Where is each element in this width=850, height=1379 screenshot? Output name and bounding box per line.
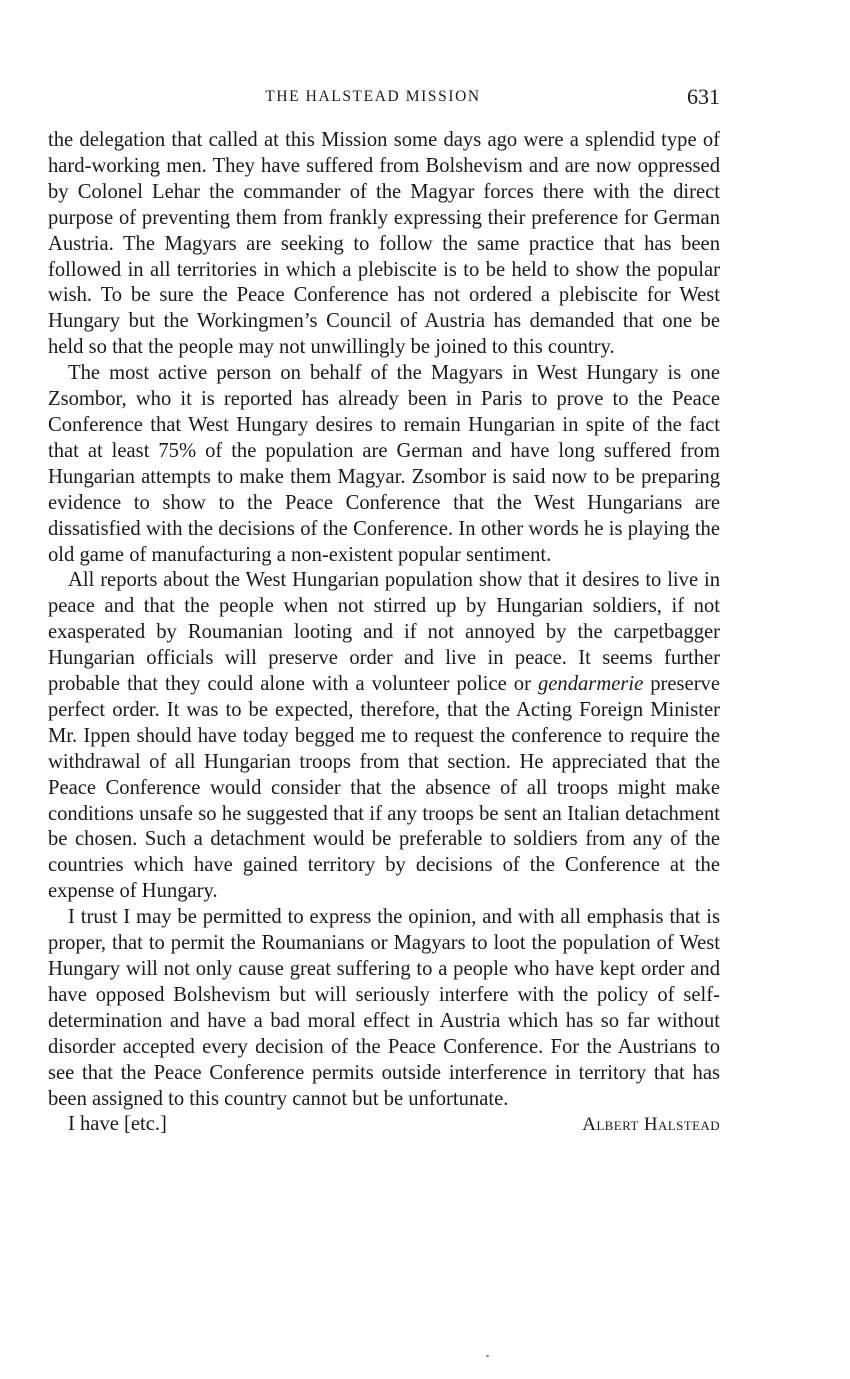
paragraph [48, 361, 720, 568]
paragraph [48, 905, 720, 1112]
paragraph-text: The most active person on behalf of the Magyars in West Hungary is one Zsombor, who it is reported has already been in Paris to prove to the Peace Conference that West Hungary desires to remain Hungarian in spite of the fact that at least 75% of the population are German and have long suffered from Hungarian attempts to make them Magyar. Zsombor is said now to be preparing evidence to show to the Peace Conference that the West Hungarians are dissatisfied with the decisions of the Conference. In other words he is playing the old game of manufacturing a non-existent popular sentiment. [48, 362, 720, 566]
paragraph [48, 128, 720, 361]
page-speck [486, 1355, 489, 1357]
paragraph-text: the delegation that called at this Mission some days ago were a splendid type of hard-working men. They have suffered from Bolshevism and are now oppressed by Colonel Lehar the commander of the Magyar forces there with the direct purpose of preventing them from frankly expressing their preference for German Austria. The Magyars are seeking to follow the same practice that has been followed in all territories in which a plebiscite is to be held to show the popular wish. To be sure the Peace Conference has not ordered a plebiscite for West Hungary but the Workingmen’s Council of Austria has demanded that one be held so that the people may not unwillingly be joined to this country. [48, 129, 720, 359]
running-header [48, 84, 720, 116]
closing-salutation: I have [etc.] [68, 1113, 167, 1136]
paragraph [48, 568, 720, 905]
running-title: THE HALSTEAD MISSION [265, 88, 481, 105]
document-page [48, 84, 720, 1138]
closing [48, 1112, 720, 1138]
paragraph-text: preserve perfect order. It was to be expected, therefore, that the Acting Foreign Minister Mr. Ippen should have today begged me to request the conference to require the withdrawal of all Hungarian troops from that section. He appreciated that the Peace Conference would consider that the absence of all troops might make conditions unsafe so he suggested that if any troops be sent an Italian detachment be chosen. Such a detachment would be preferable to soldiers from any of the countries which have gained territory by decisions of the Conference at the expense of Hungary. [48, 673, 720, 903]
body-text [48, 128, 720, 1112]
paragraph-text: I trust I may be permitted to express the opinion, and with all emphasis that is proper, that to permit the Roumanians or Magyars to loot the population of West Hungary will not only cause great suffering to a people who have kept order and have opposed Bolshevism but will seriously interfere with the policy of self-determination and have a bad moral effect in Austria which has so far without disorder accepted every decision of the Peace Conference. For the Austrians to see that the Peace Conference permits outside interference in territory that has been assigned to this country cannot but be unfortunate. [48, 906, 720, 1110]
italic-text: gendarmerie [537, 673, 644, 696]
signature: Albert Halstead [582, 1114, 720, 1136]
page-number: 631 [687, 84, 720, 109]
paragraph-text: All reports about the West Hungarian population show that it desires to live in peace and that the people when not stirred up by Hungarian soldiers, if not exasperated by Roumanian looting and if not annoyed by the carpetbagger Hungarian officials will preserve order and live in peace. It seems further probable that they could alone with a volunteer police or [48, 569, 720, 696]
